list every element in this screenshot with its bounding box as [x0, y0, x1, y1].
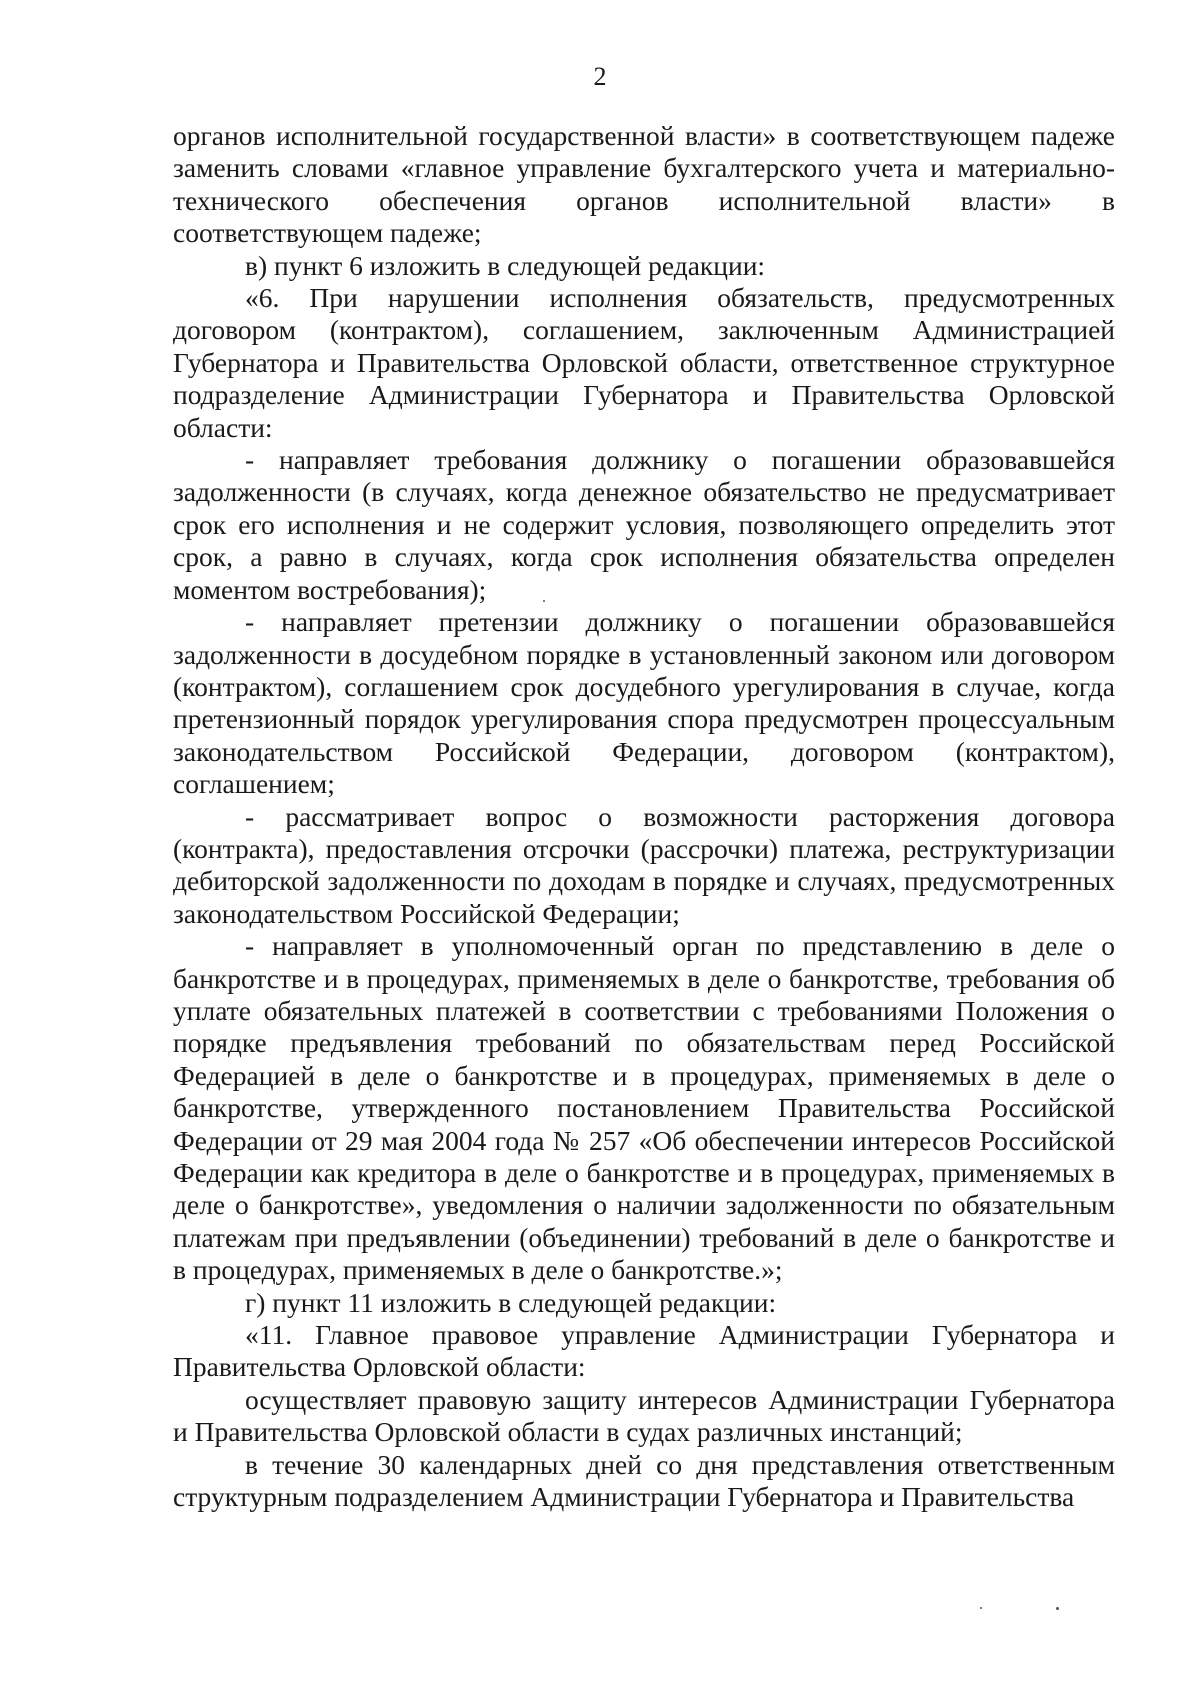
paragraph: «11. Главное правовое управление Администрации Губернатора и Правительства Орловской области: — [173, 1319, 1115, 1383]
paragraph: - направляет претензии должнику о погашении образовавшейся задолженности в досудебном порядке в установленный законом или договором (контрактом), соглашением срок досудебного урегулирования в случае, когда претензионный порядок урегулирования спора предусмотрен процессуальным законодательством Российской Федерации, договором (контрактом), соглашением; — [173, 606, 1115, 800]
page-number: 2 — [593, 62, 607, 91]
paragraph: «6. При нарушении исполнения обязательств, предусмотренных договором (контрактом), соглашением, заключенным Администрацией Губернатора и Правительства Орловской области, ответственное структурное подразделение Администрации Губернатора и Правительства Орловской области: — [173, 282, 1115, 443]
scan-speck — [543, 600, 545, 602]
scan-speck — [1056, 1607, 1059, 1610]
paragraph: - рассматривает вопрос о возможности расторжения договора (контракта), предоставления отсрочки (рассрочки) платежа, реструктуризации дебиторской задолженности по доходам в порядке и случаях, предусмотренных законодательством Российской Федерации; — [173, 800, 1115, 929]
document-body — [173, 120, 1115, 1513]
paragraph: г) пункт 11 изложить в следующей редакции: — [245, 1286, 777, 1318]
scan-speck — [980, 1607, 982, 1609]
paragraph: в) пункт 6 изложить в следующей редакции: — [245, 249, 766, 281]
paragraph: - направляет в уполномоченный орган по представлению в деле о банкротстве и в процедурах, применяемых в деле о банкротстве, требования об уплате обязательных платежей в соответствии с требованиями Положения о порядке предъявления требований по обязательствам перед Российской Федерацией в деле о банкротстве и в процедурах, применяемых в деле о банкротстве, утвержденного постановлением Правительства Российской Федерации от 29 мая 2004 года № 257 «Об обеспечении интересов Российской Федерации как кредитора в деле о банкротстве и в процедурах, применяемых в деле о банкротстве», уведомления о наличии задолженности по обязательным платежам при предъявлении (объединении) требований в деле о банкротстве и в процедурах, применяемых в деле о банкротстве.»; — [173, 930, 1115, 1286]
paragraph: органов исполнительной государственной власти» в соответствующем падеже заменить словами «главное управление бухгалтерского учета и материально-технического обеспечения органов исполнительной власти» в соответствующем падеже; — [173, 120, 1115, 249]
paragraph: - направляет требования должнику о погашении образовавшейся задолженности (в случаях, когда денежное обязательство не предусматривает срок его исполнения и не содержит условия, позволяющего определить этот срок, а равно в случаях, когда срок исполнения обязательства определен моментом востребования); — [173, 444, 1115, 605]
paragraph: в течение 30 календарных дней со дня представления ответственным структурным подразделением Администрации Губернатора и Правительства — [173, 1448, 1115, 1513]
paragraph: осуществляет правовую защиту интересов Администрации Губернатора и Правительства Орловской области в судах различных инстанций; — [173, 1383, 1115, 1448]
